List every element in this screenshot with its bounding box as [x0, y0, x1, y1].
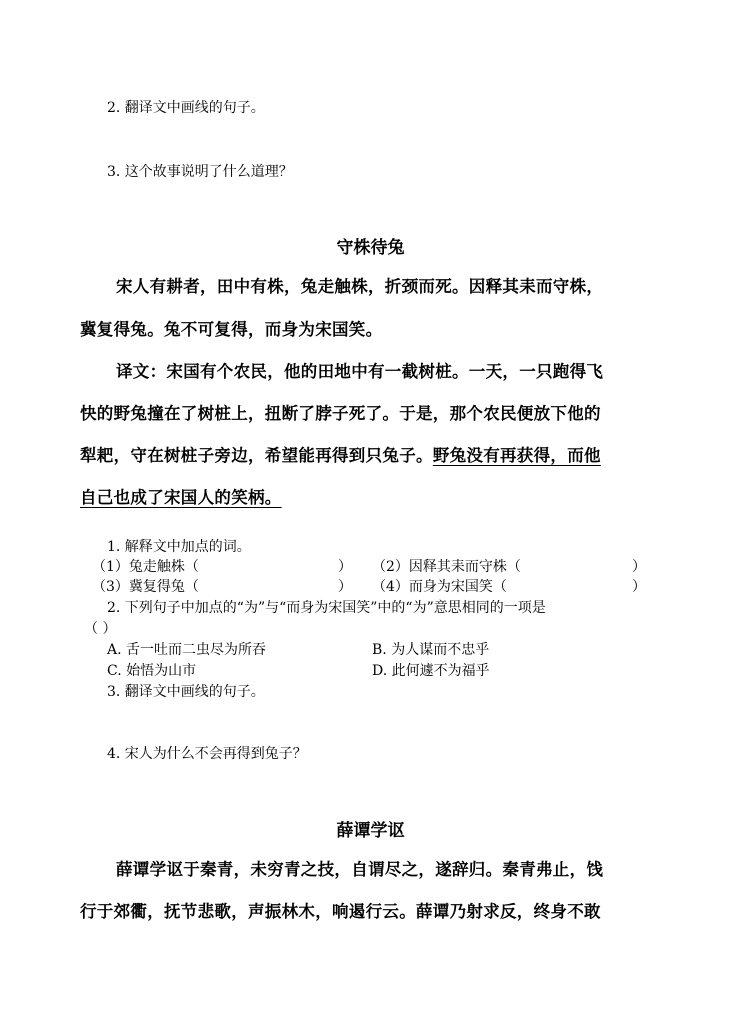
option-d: D. 此何遽不为福乎: [372, 663, 490, 679]
q1-item-2-close: ）: [632, 559, 646, 575]
option-b: B. 为人谋而不忠乎: [372, 642, 490, 658]
story1-question-1: 1. 解释文中加点的词。: [107, 539, 251, 555]
q1-item-3: （3）冀复得兔（: [92, 579, 199, 595]
q1-item-2: （2）因释其耒而守株（: [372, 559, 521, 575]
q1-item-4-close: ）: [632, 579, 646, 595]
question-3-top: 3. 这个故事说明了什么道理？: [107, 164, 293, 180]
story1-question-2-blank: （ ）: [84, 621, 117, 637]
story1-title: 守株待兔: [336, 238, 405, 258]
q1-item-1-close: ）: [338, 559, 352, 575]
q1-item-1: （1）兔走触株（: [92, 559, 199, 575]
story2-line1: 薛谭学讴于秦青，未穷青之技，自谓尽之，遂辞归。秦青弗止，饯: [116, 860, 604, 879]
story2-line2: 行于郊衢，抚节悲歌，声振林木，响遏行云。薛谭乃射求反，终身不敢: [80, 902, 601, 921]
story1-translation-line4: 自己也成了宋国人的笑柄。: [80, 488, 282, 507]
translation-underlined-text: 野兔没有再获得，而他: [432, 446, 601, 465]
translation-plain-text: 犁耙，守在树桩子旁边，希望能再得到只兔子。: [80, 446, 433, 465]
question-2-top: 2. 翻译文中画线的句子。: [107, 100, 265, 116]
story2-title: 薛谭学讴: [336, 821, 405, 841]
option-c: C. 始悟为山市: [107, 663, 197, 679]
story1-original-line1: 宋人有耕者，田中有株，兔走触株，折颈而死。因释其耒而守株，: [116, 277, 604, 296]
story1-question-4: 4. 宋人为什么不会再得到兔子？: [107, 746, 307, 762]
story1-translation-line3: [80, 442, 601, 466]
option-a: A. 舌一吐而二虫尽为所吞: [107, 642, 267, 658]
q1-item-4: （4）而身为宋国笑（: [372, 579, 507, 595]
story1-question-2: 2. 下列句子中加点的“为”与“而身为宋国笑”中的“为”意思相同的一项是: [107, 600, 546, 616]
story1-translation-line1: 译文：宋国有个农民，他的田地中有一截树桩。一天，一只跑得飞: [116, 362, 604, 381]
q1-item-3-close: ）: [338, 579, 352, 595]
story1-original-line2: 冀复得兔。兔不可复得，而身为宋国笑。: [80, 320, 383, 339]
story1-question-3: 3. 翻译文中画线的句子。: [107, 684, 265, 700]
story1-translation-line2: 快的野兔撞在了树桩上，扭断了脖子死了。于是，那个农民便放下他的: [80, 404, 601, 423]
